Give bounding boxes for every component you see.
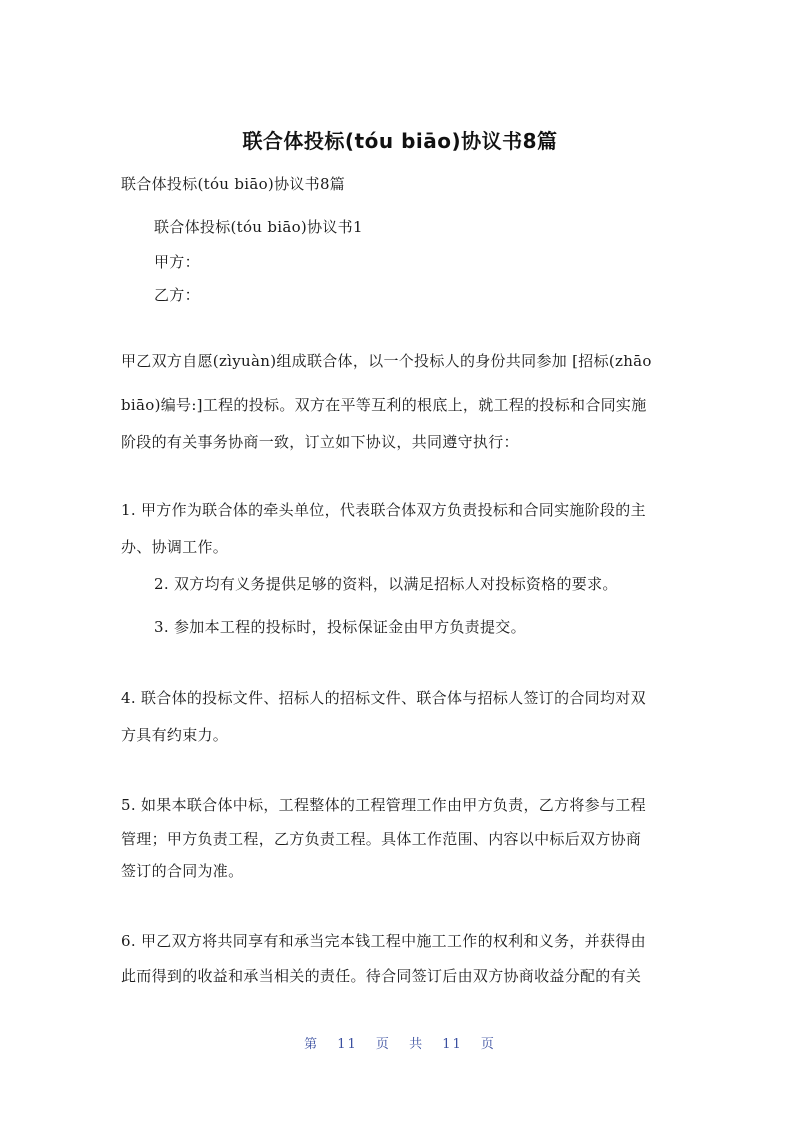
page-number-footer: 第 11 页 共 11 页 — [304, 1037, 496, 1052]
document-subtitle: 联合体投标(tóu biāo)协议书8篇 — [121, 175, 346, 193]
document-title: 联合体投标(tóu biāo)协议书8篇 — [242, 129, 558, 153]
clause-5-line-1: 5. 如果本联合体中标，工程整体的工程管理工作由甲方负责，乙方将参与工程 — [121, 796, 646, 814]
clause-2: 2. 双方均有义务提供足够的资料，以满足招标人对投标资格的要求。 — [154, 575, 618, 593]
clause-1-line-2: 办、协调工作。 — [121, 538, 229, 556]
clause-3: 3. 参加本工程的投标时，投标保证金由甲方负责提交。 — [154, 618, 526, 636]
section-heading: 联合体投标(tóu biāo)协议书1 — [154, 218, 363, 236]
clause-5-line-2: 管理；甲方负责工程，乙方负责工程。具体工作范围、内容以中标后双方协商 — [121, 830, 642, 848]
clause-1-line-1: 1. 甲方作为联合体的牵头单位，代表联合体双方负责投标和合同实施阶段的主 — [121, 501, 646, 519]
intro-line-2: biāo)编号:]工程的投标。双方在平等互利的根底上，就工程的投标和合同实施 — [121, 396, 647, 414]
clause-5-line-3: 签订的合同为准。 — [121, 862, 244, 880]
party-b-label: 乙方： — [154, 286, 200, 304]
clause-4-line-1: 4. 联合体的投标文件、招标人的招标文件、联合体与招标人签订的合同均对双 — [121, 689, 646, 707]
intro-line-3: 阶段的有关事务协商一致，订立如下协议，共同遵守执行： — [121, 433, 519, 451]
clause-6-line-1: 6. 甲乙双方将共同享有和承当完本钱工程中施工工作的权利和义务，并获得由 — [121, 932, 646, 950]
clause-4-line-2: 方具有约束力。 — [121, 726, 229, 744]
party-a-label: 甲方： — [154, 253, 200, 271]
clause-6-line-2: 此而得到的收益和承当相关的责任。待合同签订后由双方协商收益分配的有关 — [121, 967, 642, 985]
intro-line-1: 甲乙双方自愿(zìyuàn)组成联合体，以一个投标人的身份共同参加 [招标(zhāo — [121, 352, 652, 370]
